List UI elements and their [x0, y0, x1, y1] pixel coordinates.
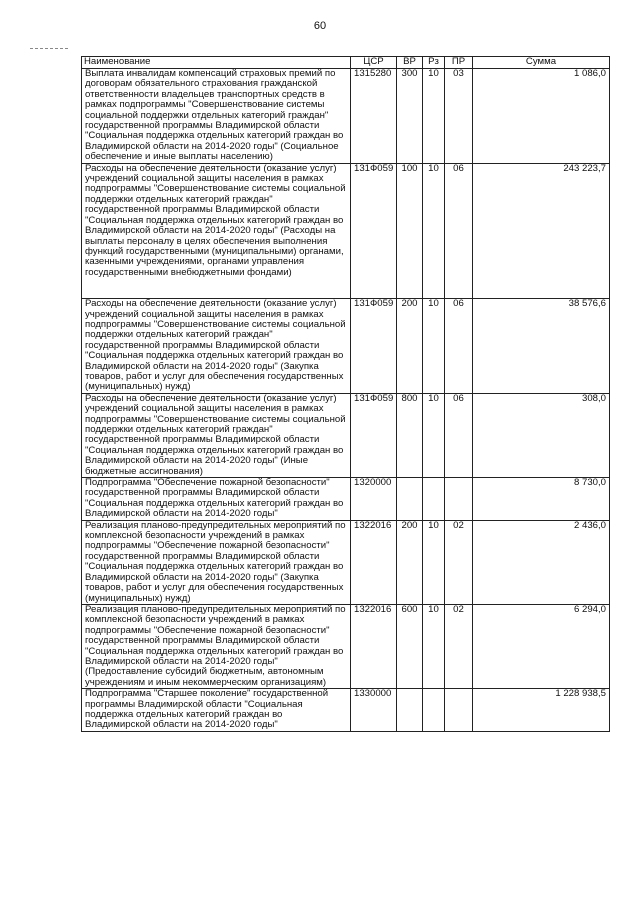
table-row [82, 478, 610, 521]
row-vr: 800 [397, 393, 423, 477]
row-sum: 6 294,0 [473, 604, 610, 688]
row-name: Расходы на обеспечение деятельности (оказание услуг) учреждений социальной защиты населения в рамках подпрограммы "Совершенствование системы социальной поддержки отдельных категорий граждан" государственной программы Владимирской области "Социальная поддержка отдельных категорий граждан во Владимирской области на 2014-2020 годы" (Расходы на выплаты персоналу в целях обеспечения выполнения функций государственными (муниципальными) органами, казенными учреждениями, органами управления государственными внебюджетными фондами) [82, 163, 351, 298]
row-csr: 1322016 [351, 520, 397, 604]
table-row [82, 69, 610, 164]
header-vr: ВР [397, 57, 423, 69]
page-number: 60 [313, 20, 327, 32]
header-csr: ЦСР [351, 57, 397, 69]
row-pr [445, 478, 473, 521]
row-csr: 1322016 [351, 604, 397, 688]
row-sum: 1 228 938,5 [473, 689, 610, 732]
row-rz [423, 478, 445, 521]
row-vr: 300 [397, 69, 423, 164]
row-csr: 131Ф059 [351, 163, 397, 298]
table-row [82, 393, 610, 477]
row-csr: 1330000 [351, 689, 397, 732]
table-row [82, 604, 610, 688]
row-vr [397, 478, 423, 521]
header-sum: Сумма [473, 57, 610, 69]
header-rz: Рз [423, 57, 445, 69]
row-rz: 10 [423, 604, 445, 688]
table-row [82, 163, 610, 298]
row-name: Расходы на обеспечение деятельности (оказание услуг) учреждений социальной защиты населения в рамках подпрограммы "Совершенствование системы социальной поддержки отдельных категорий граждан" государственной программы Владимирской области "Социальная поддержка отдельных категорий граждан во Владимирской области на 2014-2020 годы" (Закупка товаров, работ и услуг для обеспечения государственных (муниципальных) нужд) [82, 299, 351, 394]
row-csr: 131Ф059 [351, 393, 397, 477]
row-pr: 02 [445, 604, 473, 688]
row-vr [397, 689, 423, 732]
row-name: Выплата инвалидам компенсаций страховых премий по договорам обязательного страхования гражданской ответственности владельцев транспортных средств в рамках подпрограммы "Совершенствование системы социальной поддержки отдельных категорий граждан" государственной программы Владимирской области "Социальная поддержка отдельных категорий граждан во Владимирской области на 2014-2020 годы" (Социальное обеспечение и иные выплаты населению) [82, 69, 351, 164]
row-rz: 10 [423, 299, 445, 394]
row-csr: 1320000 [351, 478, 397, 521]
table-row [82, 299, 610, 394]
row-rz: 10 [423, 69, 445, 164]
row-sum: 2 436,0 [473, 520, 610, 604]
header-name: Наименование [82, 57, 351, 69]
scan-margin-mark [30, 48, 68, 51]
row-pr: 06 [445, 299, 473, 394]
row-vr: 200 [397, 520, 423, 604]
row-sum: 243 223,7 [473, 163, 610, 298]
row-rz: 10 [423, 520, 445, 604]
row-pr: 06 [445, 393, 473, 477]
row-vr: 200 [397, 299, 423, 394]
row-pr: 06 [445, 163, 473, 298]
table-header-row [82, 57, 610, 69]
row-name: Реализация планово-предупредительных мероприятий по комплексной безопасности учреждений в рамках подпрограммы "Обеспечение пожарной безопасности" государственной программы Владимирской области "Социальная поддержка отдельных категорий граждан во Владимирской области на 2014-2020 годы" (Закупка товаров, работ и услуг для обеспечения государственных (муниципальных) нужд) [82, 520, 351, 604]
row-name: Реализация планово-предупредительных мероприятий по комплексной безопасности учреждений в рамках подпрограммы "Обеспечение пожарной безопасности" государственной программы Владимирской области "Социальная поддержка отдельных категорий граждан во Владимирской области на 2014-2020 годы" (Предоставление субсидий бюджетным, автономным учреждениям и иным некоммерческим организациям) [82, 604, 351, 688]
row-sum: 8 730,0 [473, 478, 610, 521]
row-name: Подпрограмма "Старшее поколение" государственной программы Владимирской области "Социальная поддержка отдельных категорий граждан во Владимирской области на 2014-2020 годы" [82, 689, 351, 732]
budget-table [81, 56, 610, 732]
row-sum: 1 086,0 [473, 69, 610, 164]
row-vr: 100 [397, 163, 423, 298]
table-row [82, 689, 610, 732]
row-name: Расходы на обеспечение деятельности (оказание услуг) учреждений социальной защиты населения в рамках подпрограммы "Совершенствование системы социальной поддержки отдельных категорий граждан" государственной программы Владимирской области "Социальная поддержка отдельных категорий граждан во Владимирской области на 2014-2020 годы" (Иные бюджетные ассигнования) [82, 393, 351, 477]
row-vr: 600 [397, 604, 423, 688]
row-sum: 38 576,6 [473, 299, 610, 394]
row-rz: 10 [423, 163, 445, 298]
row-csr: 1315280 [351, 69, 397, 164]
table-row [82, 520, 610, 604]
row-sum: 308,0 [473, 393, 610, 477]
row-rz [423, 689, 445, 732]
row-csr: 131Ф059 [351, 299, 397, 394]
row-rz: 10 [423, 393, 445, 477]
row-name: Подпрограмма "Обеспечение пожарной безопасности" государственной программы Владимирской области "Социальная поддержка отдельных категорий граждан во Владимирской области на 2014-2020 годы" [82, 478, 351, 521]
row-pr [445, 689, 473, 732]
row-pr: 03 [445, 69, 473, 164]
row-pr: 02 [445, 520, 473, 604]
header-pr: ПР [445, 57, 473, 69]
